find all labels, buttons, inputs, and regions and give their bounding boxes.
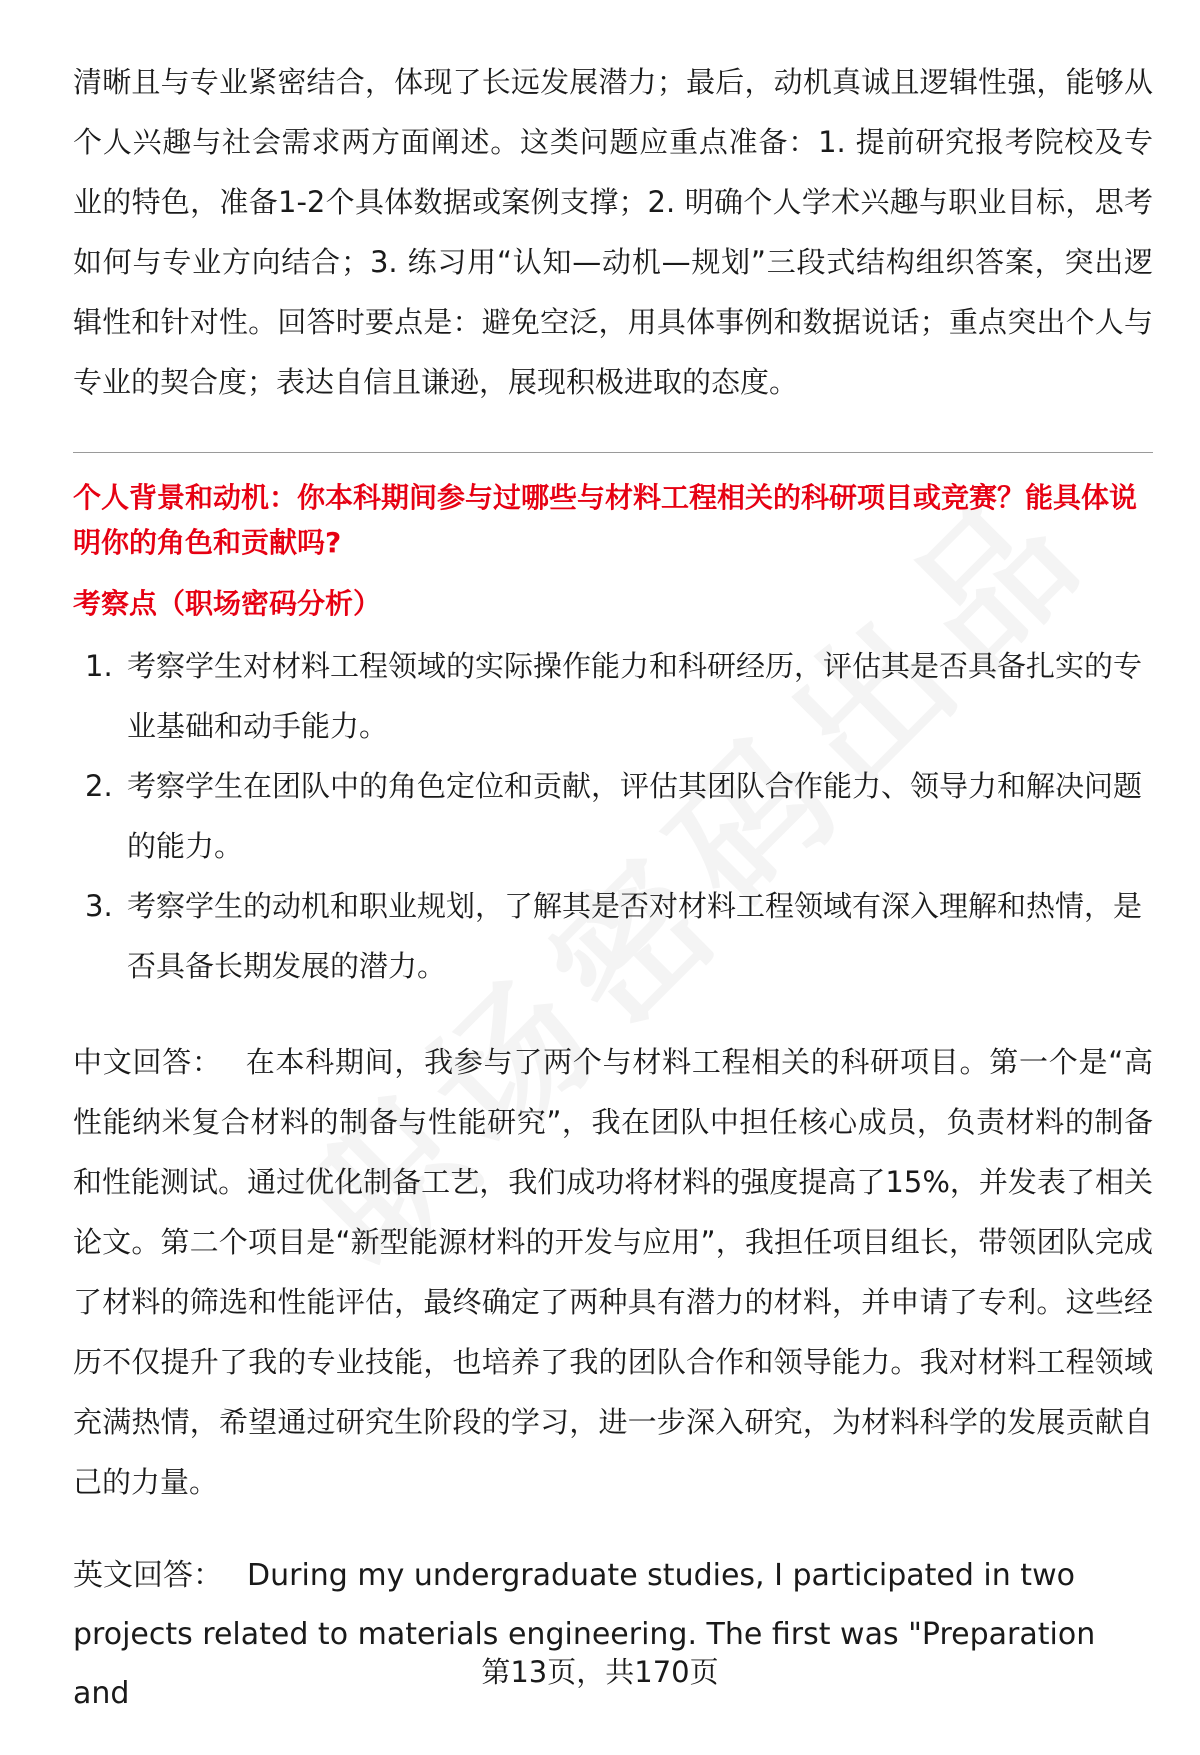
list-item	[73, 876, 1153, 996]
english-answer-text: During my undergraduate studies, I participated in two projects related to materials engineering. The first was "Preparation and	[73, 1558, 1096, 1711]
points-list	[73, 636, 1153, 996]
document-page	[73, 52, 1153, 1723]
list-item-number: 2.	[85, 769, 113, 803]
list-item	[73, 636, 1153, 756]
list-item-number: 1.	[85, 649, 113, 683]
chinese-answer-label: 中文回答：	[73, 1045, 222, 1079]
english-answer	[73, 1546, 1153, 1723]
list-item-text: 考察学生在团队中的角色定位和贡献，评估其团队合作能力、领导力和解决问题的能力。	[127, 769, 1143, 863]
section-divider	[73, 452, 1153, 453]
points-title: 考察点（职场密码分析）	[73, 587, 382, 620]
english-answer-label: 英文回答：	[73, 1558, 223, 1593]
page-number: 第13页，共170页	[481, 1655, 719, 1689]
list-item	[73, 756, 1153, 876]
question-heading: 个人背景和动机：你本科期间参与过哪些与材料工程相关的科研项目或竞赛？能具体说明你的角色和贡献吗?	[73, 481, 1138, 559]
list-item-number: 3.	[85, 889, 113, 923]
list-item-text: 考察学生的动机和职业规划，了解其是否对材料工程领域有深入理解和热情，是否具备长期发展的潜力。	[127, 889, 1143, 983]
list-item-text: 考察学生对材料工程领域的实际操作能力和科研经历，评估其是否具备扎实的专业基础和动手能力。	[127, 649, 1143, 743]
chinese-answer	[73, 1032, 1153, 1512]
chinese-answer-text: 在本科期间，我参与了两个与材料工程相关的科研项目。第一个是“高性能纳米复合材料的制备与性能研究”，我在团队中担任核心成员，负责材料的制备和性能测试。通过优化制备工艺，我们成功将材料的强度提高了15%，并发表了相关论文。第二个项目是“新型能源材料的开发与应用”，我担任项目组长，带领团队完成了材料的筛选和性能评估，最终确定了两种具有潜力的材料，并申请了专利。这些经历不仅提升了我的专业技能，也培养了我的团队合作和领导能力。我对材料工程领域充满热情，希望通过研究生阶段的学习，进一步深入研究，为材料科学的发展贡献自己的力量。	[73, 1045, 1153, 1499]
intro-paragraph: 清晰且与专业紧密结合，体现了长远发展潜力；最后，动机真诚且逻辑性强，能够从个人兴趣与社会需求两方面阐述。这类问题应重点准备：1. 提前研究报考院校及专业的特色，准备1-2个具体数据或案例支撑；2. 明确个人学术兴趣与职业目标，思考如何与专业方向结合；3. 练习用“认知—动机—规划”三段式结构组织答案，突出逻辑性和针对性。回答时要点是：避免空泛，用具体事例和数据说话；重点突出个人与专业的契合度；表达自信且谦逊，展现积极进取的态度。	[73, 65, 1153, 399]
